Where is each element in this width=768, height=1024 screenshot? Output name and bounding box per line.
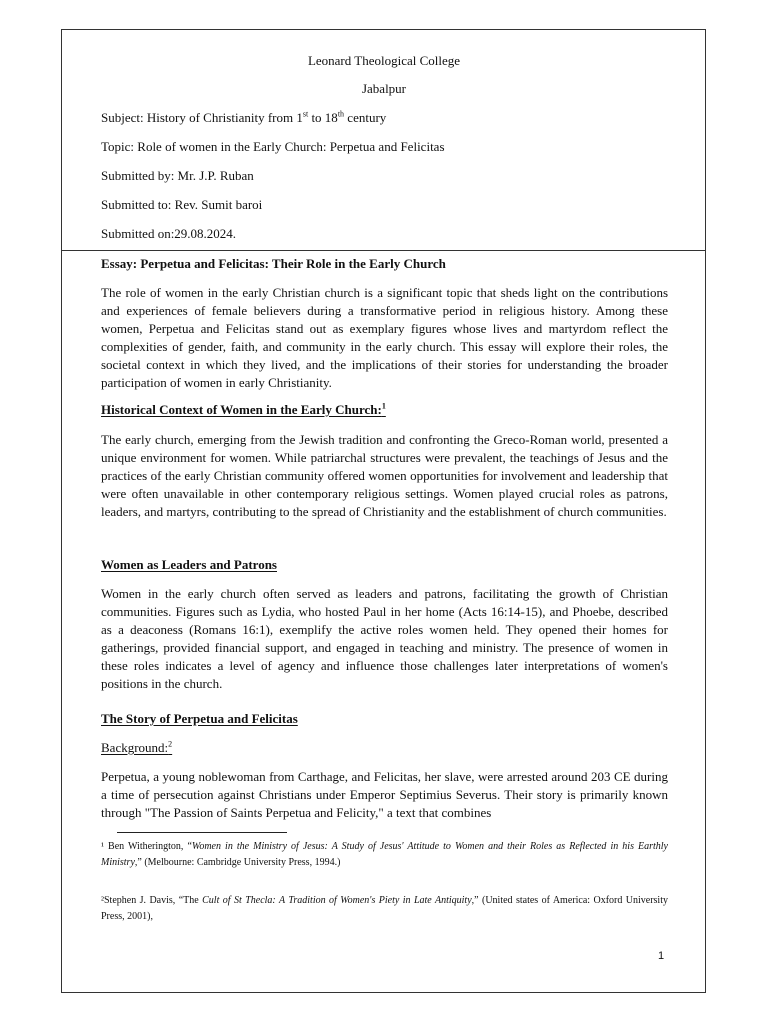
section-historical-context-heading bbox=[101, 402, 386, 418]
subject-text-3: century bbox=[344, 110, 387, 125]
footnote-ref-1: 1 bbox=[381, 401, 386, 411]
subject-text-1: Subject: History of Christianity from 1 bbox=[101, 110, 303, 125]
footnote-1 bbox=[101, 839, 668, 871]
section1-heading-text: Historical Context of Women in the Early Church: bbox=[101, 402, 382, 417]
subject-text-2: to 18 bbox=[308, 110, 338, 125]
footnote-2 bbox=[101, 893, 668, 925]
essay-title: Essay: Perpetua and Felicitas: Their Role in the Early Church bbox=[101, 256, 446, 271]
page-number: 1 bbox=[658, 950, 665, 962]
subject-line bbox=[101, 110, 386, 126]
college-city: Jabalpur bbox=[361, 81, 407, 96]
submitted-on-line: Submitted on:29.08.2024. bbox=[101, 226, 237, 241]
submitted-by-line: Submitted by: Mr. J.P. Ruban bbox=[101, 168, 254, 183]
section-story-heading: The Story of Perpetua and Felicitas bbox=[101, 711, 298, 726]
section-leaders-patrons-heading: Women as Leaders and Patrons bbox=[101, 557, 277, 572]
footnote-2-mark: ² bbox=[101, 895, 104, 906]
college-name: Leonard Theological College bbox=[307, 53, 461, 68]
leaders-patrons-paragraph: Women in the early church often served as leaders and patrons, facilitating the growth of Christian communities. Figures such as Lydia, who hosted Paul in her home (Acts 16:14-15), and Phoebe, described as a deaconess (Romans 16:1), exemplify the active roles women held. They opened their homes for gatherings, provided financial support, and engaged in teaching and ministry. The presence of women in these roles indicates a level of agency and influence those challenges later interpretations of women's positions in the church. bbox=[101, 586, 668, 691]
submitted-to-line: Submitted to: Rev. Sumit baroi bbox=[101, 197, 263, 212]
historical-context-paragraph: The early church, emerging from the Jewish tradition and confronting the Greco-Roman world, presented a unique environment for women. While patriarchal structures were prevalent, the teachings of Jesus and the practices of the early Christian community offered women opportunities for involvement and leadership that were often unavailable in other contemporary religious settings. Women played crucial roles as patrons, leaders, and martyrs, contributing to the spread of Christianity and the establishment of church communities. bbox=[101, 432, 668, 519]
intro-paragraph: The role of women in the early Christian church is a significant topic that sheds light on the contributions and experiences of female believers during a transformative period in religious history. Among these women, Perpetua and Felicitas stand out as exemplary figures whose lives and martyrdom reflect the complexities of gender, faith, and community in the early church. This essay will explore their roles, the societal context in which they lived, and the implications of their stories for understanding the broader participation of women in early Christianity. bbox=[101, 285, 668, 390]
subject-sup-1: st bbox=[302, 109, 309, 119]
footnote-2-publisher: ,” (United states of America: Oxford University Press, 2001), bbox=[101, 895, 668, 922]
topic-line: Topic: Role of women in the Early Church: Perpetua and Felicitas bbox=[101, 139, 445, 154]
footnote-ref-2: 2 bbox=[168, 739, 173, 749]
background-label: Background: bbox=[101, 740, 169, 755]
footnote-1-title: Women in the Ministry of Jesus: A Study of Jesus' Attitude to Women and their Roles as Reflected in his Earthly Ministry bbox=[101, 841, 668, 868]
footnote-1-mark: ¹ bbox=[101, 841, 104, 852]
footnote-separator bbox=[117, 832, 287, 833]
header-divider bbox=[61, 250, 706, 251]
subject-sup-2: th bbox=[337, 109, 345, 119]
footnote-2-author: Stephen J. Davis, “The bbox=[104, 895, 203, 906]
footnote-1-publisher: ,” (Melbourne: Cambridge University Press, 1994.) bbox=[134, 857, 341, 868]
background-paragraph: Perpetua, a young noblewoman from Carthage, and Felicitas, her slave, were arrested around 203 CE during a time of persecution against Christians under Emperor Septimius Severus. Their story is primarily known through "The Passion of Saints Perpetua and Felicity," a text that combines bbox=[101, 769, 668, 820]
background-subheading bbox=[101, 740, 172, 756]
footnote-2-title: Cult of St Thecla: A Tradition of Women's Piety in Late Antiquity bbox=[202, 895, 472, 906]
footnote-1-author: Ben Witherington, “ bbox=[104, 841, 192, 852]
